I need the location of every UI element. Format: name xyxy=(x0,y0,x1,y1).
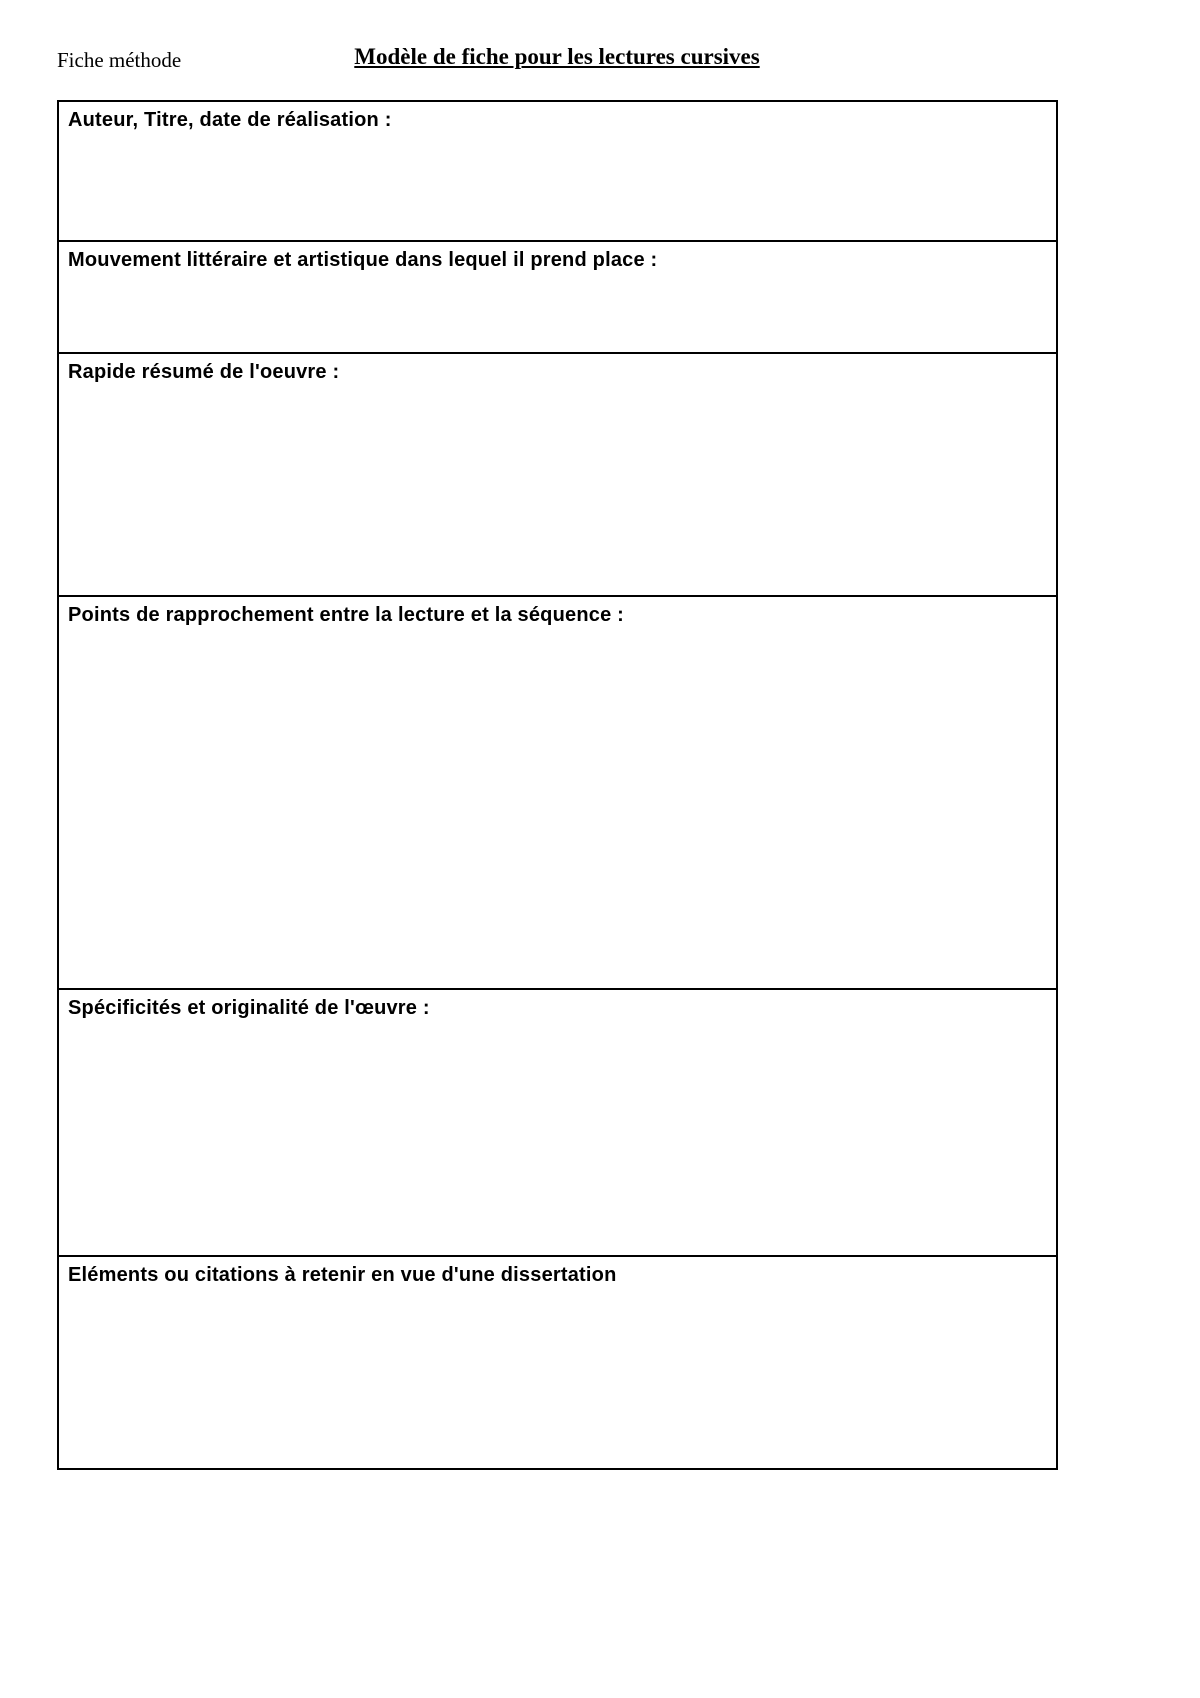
form-row-value xyxy=(68,272,1047,282)
form-row-value xyxy=(68,1287,1047,1297)
form-row-value xyxy=(68,627,1047,637)
page-title: Modèle de fiche pour les lectures cursives xyxy=(354,44,760,69)
form-row-mouvement-litteraire xyxy=(59,242,1056,354)
form-row-value xyxy=(68,1020,1047,1030)
form-row-specificites-originalite xyxy=(59,990,1056,1257)
form-row-auteur-titre-date xyxy=(59,102,1056,242)
doc-type-label: Fiche méthode xyxy=(57,48,182,72)
form-row-label: Auteur, Titre, date de réalisation : xyxy=(68,109,392,131)
form-row-points-rapprochement xyxy=(59,597,1056,990)
form-row-value xyxy=(68,384,1047,394)
page-header xyxy=(57,44,1057,80)
form-row-label: Eléments ou citations à retenir en vue d'une dissertation xyxy=(68,1264,617,1286)
form-row-label: Rapide résumé de l'oeuvre : xyxy=(68,361,340,383)
form-row-label: Spécificités et originalité de l'œuvre : xyxy=(68,997,430,1019)
form-row-rapide-resume xyxy=(59,354,1056,597)
form-row-label: Points de rapprochement entre la lecture et la séquence : xyxy=(68,604,625,626)
form-row-value xyxy=(68,132,1047,142)
form-row-label: Mouvement littéraire et artistique dans lequel il prend place : xyxy=(68,249,658,271)
form-row-elements-citations xyxy=(59,1257,1056,1468)
reading-sheet-table xyxy=(57,100,1058,1470)
